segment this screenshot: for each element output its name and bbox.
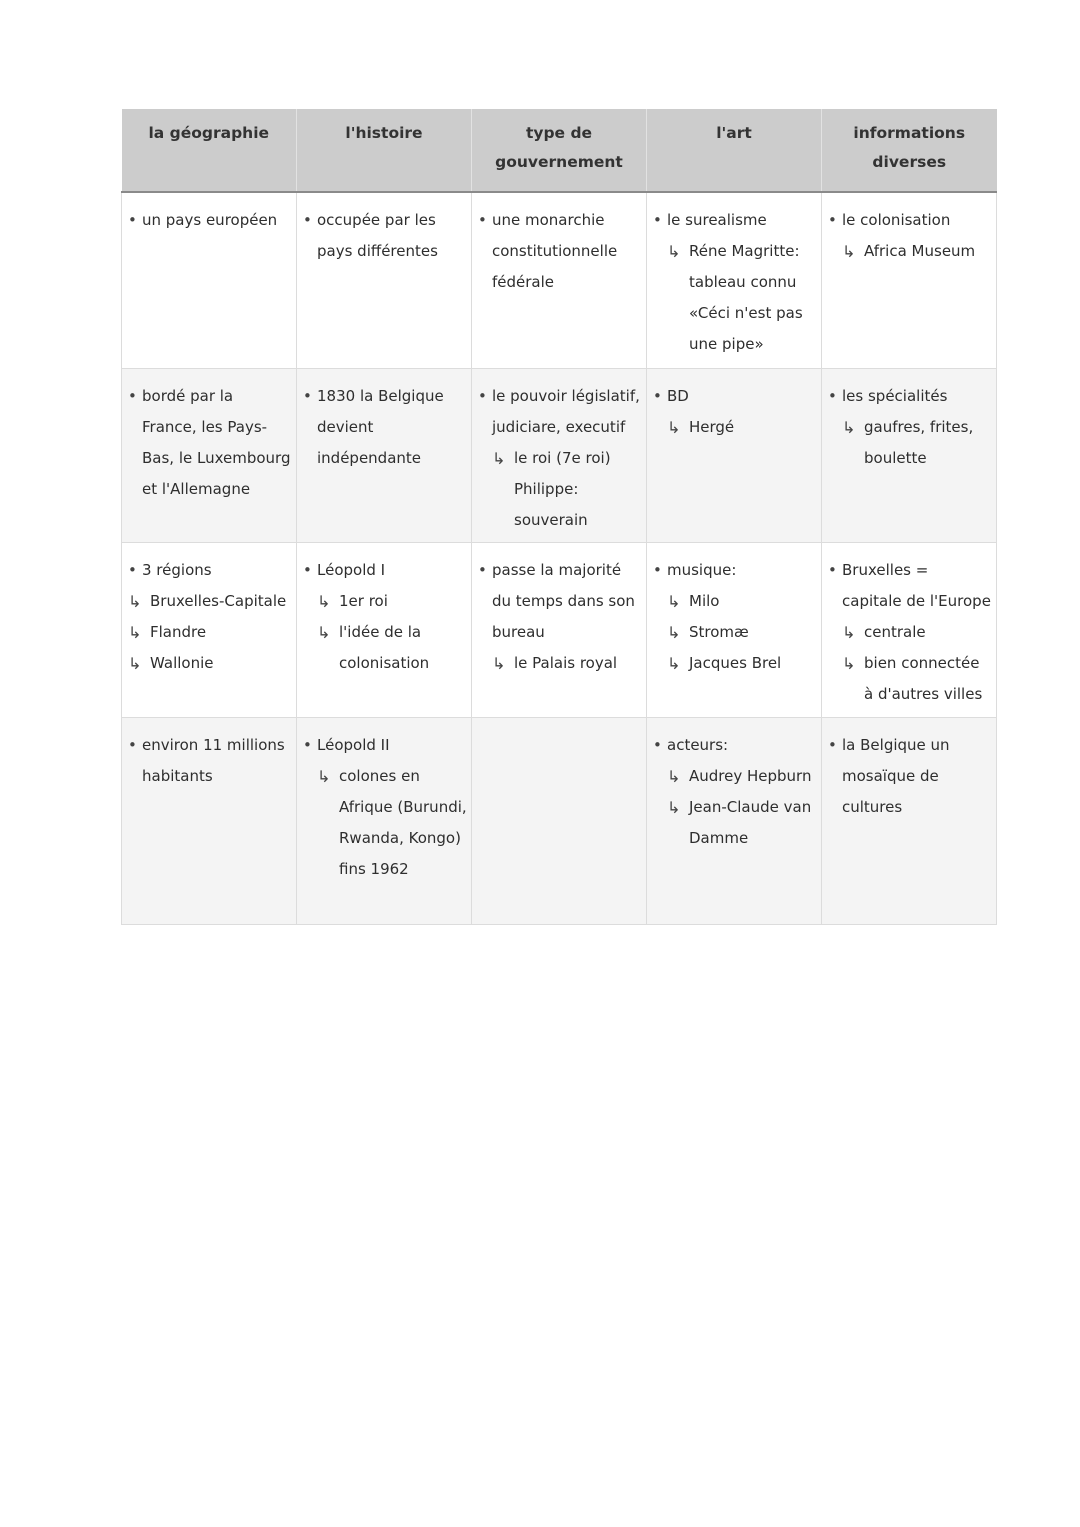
sub-item: [478, 443, 642, 536]
arrow-icon: ↳: [667, 623, 681, 642]
arrow-icon: ↳: [842, 623, 856, 642]
belgium-overview-table: [121, 109, 997, 925]
bullet-icon: •: [478, 387, 487, 405]
cell-gouvernement-empty: [472, 718, 647, 925]
bullet-icon: •: [828, 387, 837, 405]
sub-text: Milo: [689, 592, 720, 610]
bullet-icon: •: [303, 211, 312, 229]
header-art: l'art: [647, 109, 822, 192]
arrow-icon: ↳: [667, 798, 681, 817]
bullet-icon: •: [128, 387, 137, 405]
cell-histoire: [297, 369, 472, 543]
cell-text: acteurs:: [667, 736, 729, 754]
arrow-icon: ↳: [317, 592, 331, 611]
cell-art: [647, 192, 822, 369]
cell-text: bordé par la France, les Pays-Bas, le Luxembourg et l'Allemagne: [142, 387, 291, 498]
sub-item: [128, 617, 292, 648]
list-item: [128, 205, 292, 236]
cell-histoire: [297, 543, 472, 718]
header-histoire: l'histoire: [297, 109, 472, 192]
sub-text: Hergé: [689, 418, 735, 436]
cell-histoire: [297, 718, 472, 925]
table-row: [122, 543, 997, 718]
cell-histoire: [297, 192, 472, 369]
bullet-icon: •: [653, 211, 662, 229]
sub-item: [653, 792, 817, 854]
table-row: [122, 369, 997, 543]
cell-text: occupée par les pays différentes: [317, 211, 438, 260]
sub-item: [653, 586, 817, 617]
cell-text: Bruxelles = capitale de l'Europe: [842, 561, 991, 610]
list-item: [828, 205, 992, 236]
bullet-icon: •: [653, 561, 662, 579]
sub-item: [303, 617, 467, 679]
sub-text: Stromæ: [689, 623, 749, 641]
sub-item: [828, 412, 992, 474]
list-item: [478, 205, 642, 298]
sub-item: [653, 236, 817, 360]
list-item: [653, 730, 817, 761]
cell-geographie: [122, 369, 297, 543]
list-item: [303, 381, 467, 474]
list-item: [128, 381, 292, 505]
arrow-icon: ↳: [492, 449, 506, 468]
cell-informations: [822, 369, 997, 543]
bullet-icon: •: [303, 736, 312, 754]
arrow-icon: ↳: [128, 592, 142, 611]
header-informations: informations diverses: [822, 109, 997, 192]
header-gouvernement: type de gouvernement: [472, 109, 647, 192]
arrow-icon: ↳: [667, 418, 681, 437]
sub-text: Jean-Claude van Damme: [689, 798, 812, 847]
arrow-icon: ↳: [842, 418, 856, 437]
arrow-icon: ↳: [317, 623, 331, 642]
bullet-icon: •: [653, 736, 662, 754]
list-item: [128, 555, 292, 586]
bullet-icon: •: [828, 211, 837, 229]
sub-item: [653, 761, 817, 792]
cell-text: la Belgique un mosaïque de cultures: [842, 736, 950, 816]
table-row: [122, 718, 997, 925]
bullet-icon: •: [128, 736, 137, 754]
list-item: [478, 555, 642, 648]
cell-text: Léopold II: [317, 736, 390, 754]
arrow-icon: ↳: [128, 654, 142, 673]
arrow-icon: ↳: [317, 767, 331, 786]
list-item: [478, 381, 642, 443]
sub-text: 1er roi: [339, 592, 388, 610]
cell-text: musique:: [667, 561, 737, 579]
arrow-icon: ↳: [667, 654, 681, 673]
header-geographie: la géographie: [122, 109, 297, 192]
cell-art: [647, 369, 822, 543]
sub-item: [828, 617, 992, 648]
cell-gouvernement: [472, 369, 647, 543]
sub-item: [653, 648, 817, 679]
cell-informations: [822, 718, 997, 925]
header-row: [122, 109, 997, 192]
cell-text: passe la majorité du temps dans son bureau: [492, 561, 635, 641]
cell-text: le pouvoir législatif, judiciare, executif: [492, 387, 640, 436]
list-item: [828, 381, 992, 412]
cell-text: le surealisme: [667, 211, 767, 229]
arrow-icon: ↳: [667, 592, 681, 611]
sub-item: [828, 236, 992, 267]
list-item: [653, 555, 817, 586]
list-item: [828, 730, 992, 823]
sub-item: [128, 648, 292, 679]
bullet-icon: •: [828, 561, 837, 579]
cell-gouvernement: [472, 192, 647, 369]
sub-text: Wallonie: [150, 654, 214, 672]
bullet-icon: •: [128, 561, 137, 579]
bullet-icon: •: [478, 211, 487, 229]
cell-geographie: [122, 718, 297, 925]
cell-geographie: [122, 543, 297, 718]
cell-text: 1830 la Belgique devient indépendante: [317, 387, 444, 467]
sub-text: Africa Museum: [864, 242, 976, 260]
arrow-icon: ↳: [842, 654, 856, 673]
sub-item: [128, 586, 292, 617]
list-item: [128, 730, 292, 792]
sub-item: [828, 648, 992, 710]
cell-geographie: [122, 192, 297, 369]
bullet-icon: •: [828, 736, 837, 754]
sub-item: [303, 761, 467, 885]
list-item: [303, 730, 467, 761]
sub-item: [303, 586, 467, 617]
list-item: [303, 205, 467, 267]
sub-text: l'idée de la colonisation: [339, 623, 430, 672]
cell-text: 3 régions: [142, 561, 212, 579]
sub-text: le Palais royal: [514, 654, 618, 672]
cell-text: une monarchie constitutionnelle fédérale: [492, 211, 618, 291]
sub-text: colones en Afrique (Burundi, Rwanda, Kongo) fins 1962: [339, 767, 467, 878]
bullet-icon: •: [653, 387, 662, 405]
list-item: [653, 381, 817, 412]
cell-text: Léopold I: [317, 561, 386, 579]
bullet-icon: •: [478, 561, 487, 579]
arrow-icon: ↳: [667, 767, 681, 786]
sub-text: Audrey Hepburn: [689, 767, 812, 785]
sub-item: [653, 617, 817, 648]
cell-art: [647, 543, 822, 718]
arrow-icon: ↳: [128, 623, 142, 642]
list-item: [653, 205, 817, 236]
sub-item: [653, 412, 817, 443]
arrow-icon: ↳: [492, 654, 506, 673]
arrow-icon: ↳: [667, 242, 681, 261]
sub-text: Réne Magritte: tableau connu «Céci n'est pas une pipe»: [689, 242, 803, 353]
sub-text: centrale: [864, 623, 926, 641]
sub-text: bien connectée à d'autres villes: [864, 654, 983, 703]
cell-gouvernement: [472, 543, 647, 718]
cell-text: le colonisation: [842, 211, 951, 229]
cell-text: un pays européen: [142, 211, 278, 229]
sub-item: [478, 648, 642, 679]
table-row: [122, 192, 997, 369]
bullet-icon: •: [303, 561, 312, 579]
sub-text: Bruxelles-Capitale: [150, 592, 287, 610]
list-item: [303, 555, 467, 586]
cell-text: BD: [667, 387, 689, 405]
sub-text: le roi (7e roi) Philippe: souverain: [514, 449, 611, 529]
bullet-icon: •: [128, 211, 137, 229]
cell-art: [647, 718, 822, 925]
sub-text: Jacques Brel: [689, 654, 782, 672]
bullet-icon: •: [303, 387, 312, 405]
sub-text: Flandre: [150, 623, 207, 641]
cell-informations: [822, 543, 997, 718]
arrow-icon: ↳: [842, 242, 856, 261]
list-item: [828, 555, 992, 617]
cell-text: les spécialités: [842, 387, 948, 405]
cell-informations: [822, 192, 997, 369]
sub-text: gaufres, frites, boulette: [864, 418, 974, 467]
cell-text: environ 11 millions habitants: [142, 736, 285, 785]
